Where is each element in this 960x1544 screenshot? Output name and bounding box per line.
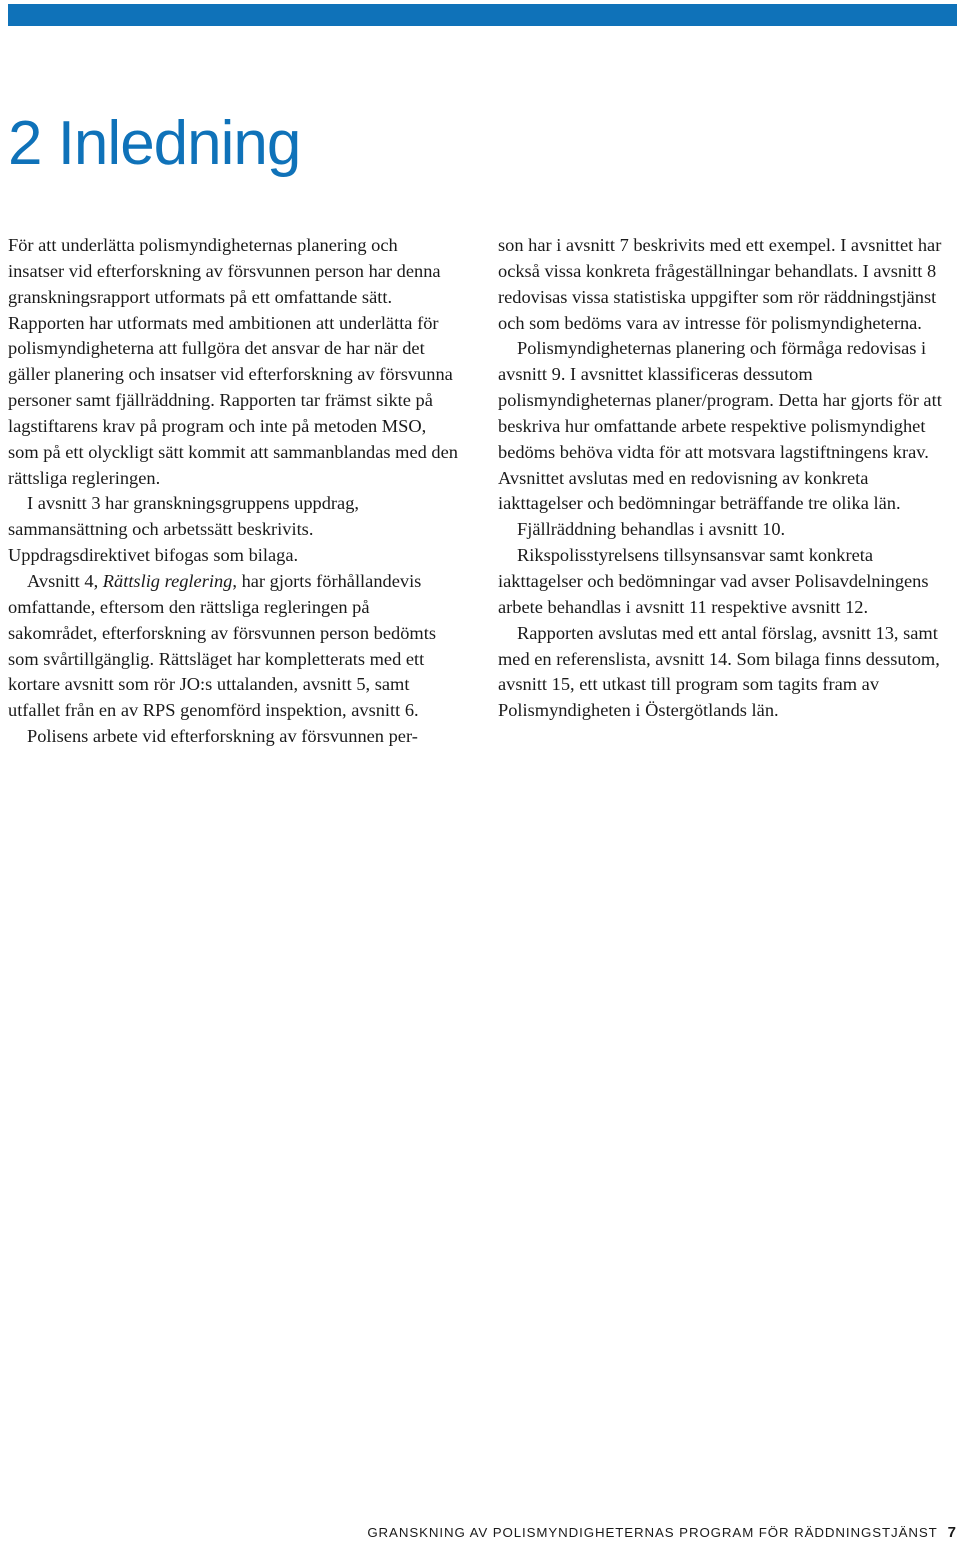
section-title-italic: Rättslig reglering — [102, 570, 233, 591]
left-column — [8, 233, 458, 750]
left-paragraph-3 — [8, 569, 458, 724]
left-paragraph-2: I avsnitt 3 har granskningsgruppens uppdrag, sammansättning och arbetssätt beskrivits. Uppdragsdirektivet bifogas som bilaga. — [8, 493, 359, 566]
page-footer — [367, 1525, 956, 1541]
left-paragraph-4: Polisens arbete vid efterforskning av försvunnen per- — [27, 726, 418, 747]
header-accent-bar — [8, 4, 957, 26]
left-paragraph-3-rest: , har gjorts förhållandevis omfattande, eftersom den rättsliga regleringen på sakområdet, efterforskning av försvunnen person bedömts som svårtillgänglig. Rättsläget har kompletterats med ett kortare avsnitt som rör JO:s uttalanden, avsnitt 5, samt utfallet från en av RPS genomförd inspektion, avsnitt 6. — [8, 570, 436, 721]
right-column — [498, 233, 948, 724]
page-number: 7 — [947, 1524, 956, 1541]
right-paragraph-4: Rikspolisstyrelsens tillsynsansvar samt konkreta iakttagelser och bedömningar vad avser Polisavdelningens arbete behandlas i avsnitt 11 respektive avsnitt 12. — [498, 545, 929, 617]
right-paragraph-5: Rapporten avslutas med ett antal förslag, avsnitt 13, samt med en referenslista, avsnitt 14. Som bilaga finns dessutom, avsnitt 15, ett utkast till program som tagits fram av Polismyndigheten i Östergötlands län. — [498, 622, 940, 721]
running-title: GRANSKNING AV POLISMYNDIGHETERNAS PROGRAM FÖR RÄDDNINGSTJÄNST — [367, 1525, 938, 1540]
chapter-title: 2 Inledning — [8, 109, 301, 178]
right-paragraph-3: Fjällräddning behandlas i avsnitt 10. — [517, 519, 786, 540]
left-paragraph-3-start: Avsnitt 4, — [27, 570, 103, 591]
right-paragraph-2: Polismyndigheternas planering och förmåga redovisas i avsnitt 9. I avsnittet klassificeras dessutom polismyndigheternas planer/program. Detta har gjorts för att beskriva hur omfattande arbete respektive polismyndighet bedöms behöva vidta för att motsvara lagstiftningens krav. Avsnittet avslutas med en redovisning av konkreta iakttagelser och bedömningar beträffande tre olika län. — [498, 338, 942, 514]
left-paragraph-1: För att underlätta polismyndigheternas planering och insatser vid efterforskning av försvunnen person har denna granskningsrapport utformats på ett omfattande sätt. Rapporten har utformats med ambitionen att underlätta för polismyndigheterna att fullgöra det ansvar de har när det gäller planering och insatser vid efterforskning av försvunna personer samt fjällräddning. Rapporten tar främst sikte på lagstiftarens krav på program och inte på metoden MSO, som på ett olyckligt sätt kommit att sammanblandas med den rättsliga regleringen. — [8, 235, 458, 488]
right-paragraph-1: son har i avsnitt 7 beskrivits med ett exempel. I avsnittet har också vissa konkreta frågeställningar behandlats. I avsnitt 8 redovisas vissa statistiska uppgifter som rör räddningstjänst och som bedöms vara av intresse för polismyndigheterna. — [498, 235, 942, 333]
